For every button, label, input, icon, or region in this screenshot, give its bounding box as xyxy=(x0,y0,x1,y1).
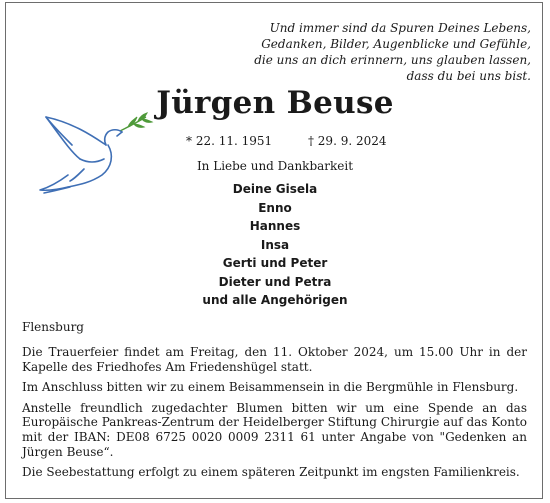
life-dates xyxy=(186,133,387,149)
death-date: † 29. 9. 2024 xyxy=(307,134,387,148)
mourner: Gerti und Peter xyxy=(222,256,328,270)
mourner: Enno xyxy=(258,200,292,215)
deceased-name: Jürgen Beuse xyxy=(156,85,394,121)
gathering-paragraph: Im Anschluss bitten wir zu einem Beisammensein in die Bergmühle in Flensburg. xyxy=(22,380,519,395)
poem-line: die uns an dich erinnern, uns glauben lassen, xyxy=(254,53,531,67)
donation-paragraph: Anstelle freundlich zugedachter Blumen bitten wir um eine Spende an das Europäische Pankreas-Zentrum der Heidelberger Stiftung Chirurgie auf das Konto mit der IBAN: DE08 6725 0020 0009 2311 61 unter Angabe von "Gedenken an Jürgen Beuse“. xyxy=(22,400,527,459)
place: Flensburg xyxy=(22,320,84,334)
poem-line: Und immer sind da Spuren Deines Lebens, xyxy=(269,21,531,35)
mourner: Deine Gisela xyxy=(232,182,318,196)
mourner: Insa xyxy=(260,237,290,252)
poem-line: dass du bei uns bist. xyxy=(406,69,531,83)
birth-date: * 22. 11. 1951 xyxy=(186,134,273,148)
mourner: Dieter und Petra xyxy=(218,274,332,289)
burial-paragraph: Die Seebestattung erfolgt zu einem späteren Zeitpunkt im engsten Familienkreis. xyxy=(22,465,520,480)
poem-line: Gedanken, Bilder, Augenblicke und Gefühle, xyxy=(261,37,531,51)
announcement-text xyxy=(22,345,527,486)
funeral-paragraph: Die Trauerfeier findet am Freitag, den 11. Oktober 2024, um 15.00 Uhr in der Kapelle des Friedhofes Am Friedenshügel statt. xyxy=(22,345,527,374)
dedication: In Liebe und Dankbarkeit xyxy=(196,159,354,173)
mourner: Hannes xyxy=(249,219,301,233)
poem xyxy=(231,20,531,84)
mourners-list xyxy=(0,180,550,310)
mourner: und alle Angehörigen xyxy=(202,293,348,307)
